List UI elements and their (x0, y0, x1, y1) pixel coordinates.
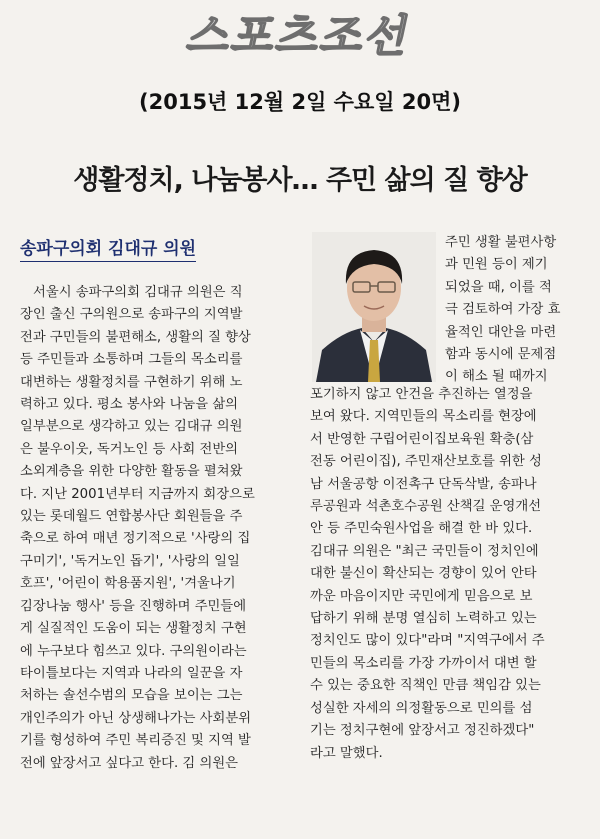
article-text-line: 처하는 솔선수범의 모습을 보이는 그는 (20, 688, 243, 704)
article-text-line: 전동 어린이집), 주민재산보호를 위한 성 (310, 454, 542, 470)
article-text-line: 극 검토하여 가장 효 (445, 302, 561, 318)
article-text-line: 대변하는 생활정치를 구현하기 위해 노 (20, 374, 243, 390)
article-text-line: 포기하지 않고 안건을 추진하는 열정을 (310, 387, 533, 402)
article-text-line: 있는 롯데월드 연합봉사단 회원들을 주 (20, 509, 243, 525)
article-text-line: 답하기 위해 분명 열심히 노력하고 있는 (310, 611, 537, 627)
article-text-line: 등 주민들과 소통하며 그들의 목소리를 (20, 352, 243, 368)
article-text-line: 성실한 자세의 의정활동으로 민의를 섬 (310, 700, 533, 716)
article-text-line: 구미기', '독거노인 돕기', '사랑의 일일 (20, 553, 240, 569)
newspaper-masthead (0, 4, 600, 60)
edition-info: (2015년 12월 2일 수요일 20면) (139, 90, 461, 114)
article-text-line: 남 서울공항 이전촉구 단독삭발, 송파나 (310, 476, 537, 492)
article-text-line: 개인주의가 아닌 상생해나가는 사회분위 (20, 710, 252, 726)
article-text-line: 력하고 있다. 평소 봉사와 나눔을 삶의 (20, 397, 239, 413)
article-text-line: 과 민원 등이 제기 (445, 257, 548, 273)
article-text-line: 라고 말했다. (310, 745, 383, 761)
article-text-line: 호프', '어린이 학용품지원', '겨울나기 (20, 576, 236, 592)
article-text-line: 장인 출신 구의원으로 송파구의 지역발 (20, 307, 243, 323)
article-text-line: 이 해소 될 때까지 (445, 369, 548, 385)
article-text-line: 보여 왔다. 지역민들의 목소리를 현장에 (310, 409, 537, 425)
article-body-right-column (310, 384, 585, 765)
masthead-logo: 스포츠조선 (182, 11, 416, 62)
article-text-line: 주민 생활 불편사항 (445, 235, 557, 250)
article-text-line: 율적인 대안을 마련 (445, 324, 557, 340)
article-byline: 송파구의회 김대규 의원 (20, 234, 196, 262)
article-text-line: 일부분으로 생각하고 있는 김대규 의원 (20, 419, 243, 435)
article-text-line: 함과 동시에 문제점 (445, 347, 557, 363)
portrait-photo-icon (312, 232, 436, 382)
article-text-line: 루공원과 석촌호수공원 산책길 운영개선 (310, 499, 542, 515)
article-text-line: 소외계층을 위한 다양한 활동을 펼쳐왔 (20, 464, 243, 480)
article-text-line: 전에 앞장서고 싶다고 한다. 김 의원은 (20, 755, 239, 771)
article-text-line: 김대규 의원은 "최근 국민들이 정치인에 (310, 543, 539, 559)
article-body-left-column (20, 282, 290, 775)
article-text-line: 서울시 송파구의회 김대규 의원은 직 (33, 285, 243, 300)
article-text-line: 안 등 주민숙원사업을 해결 한 바 있다. (310, 521, 533, 537)
article-text-line: 기는 정치구현에 앞장서고 정진하겠다" (310, 723, 535, 739)
article-body-right-top-column (445, 232, 585, 389)
article-text-line: 민들의 목소리를 가장 가까이서 대변 할 (310, 655, 537, 671)
article-text-line: 타이틀보다는 지역과 나라의 일꾼을 자 (20, 665, 243, 681)
article-text-line: 에 누구보다 힘쓰고 있다. 구의원이라는 (20, 643, 247, 659)
article-text-line: 다. 지난 2001년부터 지금까지 회장으로 (20, 486, 255, 502)
article-text-line: 축으로 하여 매년 정기적으로 '사랑의 집 (20, 531, 251, 547)
article-headline: 생활정치, 나눔봉사… 주민 삶의 질 향상 (73, 165, 527, 196)
article-text-line: 게 실질적인 도움이 되는 생활정치 구현 (20, 621, 247, 637)
article-text-line: 대한 불신이 확산되는 경향이 있어 안타 (310, 566, 537, 582)
article-text-line: 서 반영한 구립어린이집보육원 확충(삼 (310, 431, 534, 447)
article-text-line: 전과 구민들의 불편해소, 생활의 질 향상 (20, 329, 251, 345)
article-text-line: 기를 형성하여 주민 복리증진 및 지역 발 (20, 733, 251, 749)
article-text-line: 은 불우이웃, 독거노인 등 사회 전반의 (20, 441, 239, 457)
article-text-line: 까운 마음이지만 국민에게 믿음으로 보 (310, 588, 533, 604)
article-text-line: 정치인도 많이 있다"라며 "지역구에서 주 (310, 633, 545, 649)
article-text-line: 수 있는 중요한 직책인 만큼 책임감 있는 (310, 678, 541, 694)
article-text-line: 되었을 때, 이를 적 (445, 279, 552, 295)
article-text-line: 김장나눔 행사' 등을 진행하며 주민들에 (20, 598, 247, 614)
